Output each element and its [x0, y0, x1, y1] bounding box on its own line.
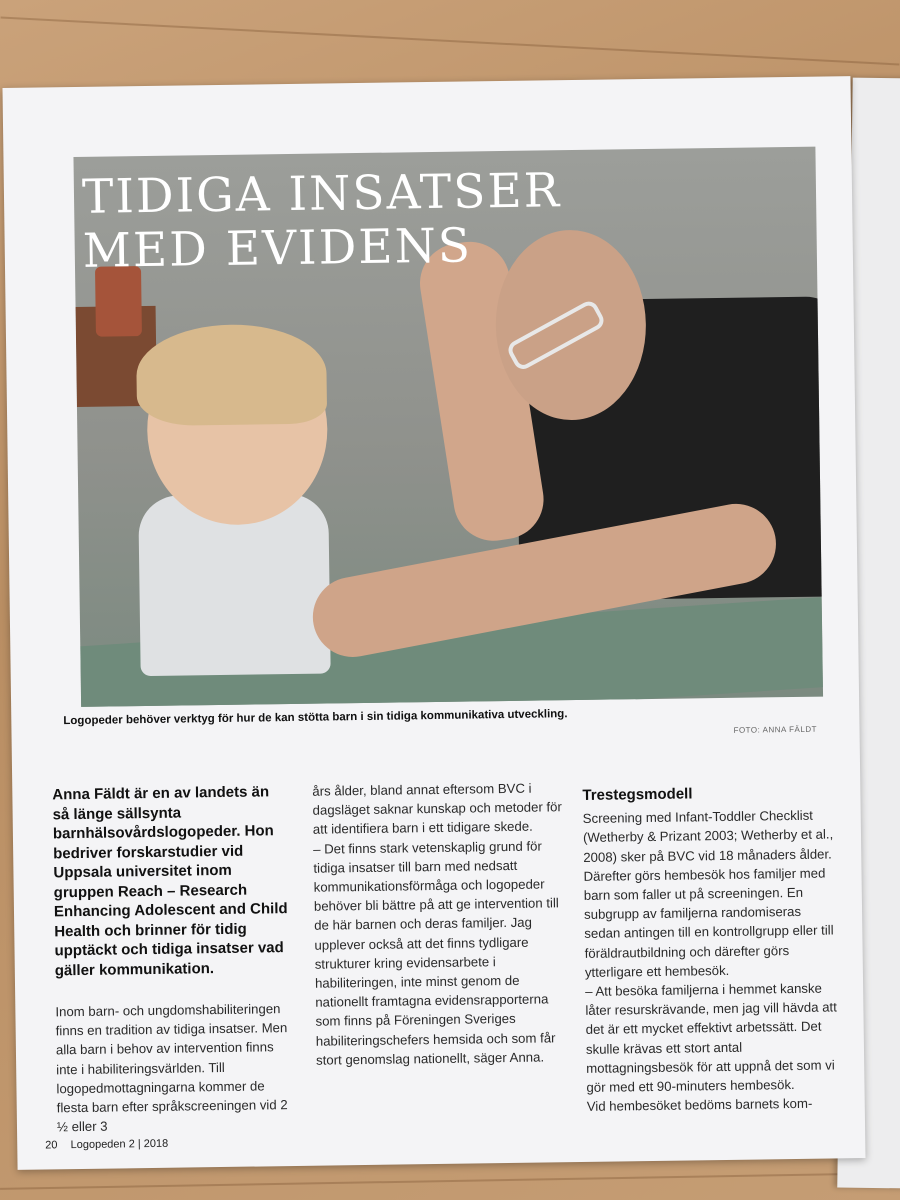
body-paragraph: Screening med Infant-Toddler Checklist (Wetherby & Prizant 2003; Wetherby et al., 2008) sker på BVC vid 18 månaders ålder. Därefter görs hembesök hos familjer med barn som faller ut på screeningen. En subgrupp av familjerna randomiseras sedan antingen till en kontrollgrupp eller till föräldrautbildning och därefter görs ytterligare ett hembesök. [582, 807, 834, 980]
body-paragraph: Inom barn- och ungdomshabiliteringen finns en tradition av tidiga insatser. Men alla barn i behov av intervention finns inte i habiliteringsvärlden. Till logopedmottagningarna kommer de flesta barn efter språkscreeningen vid 2 ½ eller 3 [55, 1001, 288, 1135]
headline-line-2: MED EVIDENS [82, 218, 473, 279]
body-paragraph: – Det finns stark vetenskaplig grund för tidiga insatser till barn med nedsatt kommunikationsförmåga och logopeder behöver bli bättre på att ge intervention till de här barnen och deras familjer. Jag upplever också att det finns tydligare strukturer kring evidensarbete i habiliteringen, inte minst genom de nationellt framtagna evidensrapporterna som finns på Föreningen Sveriges habiliteringschefers hemsida och som får stort genomslag nationellt, säger Anna. [313, 838, 559, 1068]
photo-credit: FOTO: ANNA FÄLDT [733, 724, 818, 735]
article-headline [82, 164, 563, 279]
article-lead: Anna Fäldt är en av landets än så länge sällsynta barnhälsovårdslogopeder. Hon bedriver forskarstudier vid Uppsala universitet inom gruppen Reach – Research Enhancing Adolescent and Child Health och brinner för tidig upptäckt och tidiga insatser vad gäller kommunikation. [52, 783, 288, 979]
photo-caption: Logopeder behöver verktyg för hur de kan stötta barn i sin tidiga kommunikativa utveckling. [63, 708, 568, 728]
floor-board-line [0, 1172, 900, 1190]
headline-line-1: TIDIGA INSATSER [81, 163, 562, 225]
section-subhead: Trestegsmodell [582, 785, 693, 804]
page-number: 20 [45, 1139, 58, 1152]
text-column-2 [312, 778, 572, 1070]
magazine-page [2, 76, 865, 1170]
text-column-1 [52, 782, 293, 1137]
floor-board-line [1, 16, 900, 65]
body-paragraph: Vid hembesöket bedöms barnets kom- [586, 1096, 813, 1115]
magazine-issue: Logopeden 2 | 2018 [70, 1137, 169, 1152]
page-footer [45, 1138, 178, 1152]
body-paragraph: års ålder, bland annat eftersom BVC i dagsläget saknar kunskap och metoder för att identifiera barn i ett tidigare skede. [312, 780, 562, 838]
body-paragraph: – Att besöka familjerna i hemmet kanske låter resurskrävande, men jag vill hävda att det är ett mycket effektivt arbetssätt. Det skulle krävas ett stort antal mottagningsbesök för att uppnå det som vi gör med ett 90-minuters hembesök. [585, 980, 837, 1095]
text-column-3 [582, 774, 843, 1116]
photo-baby-hair [136, 323, 327, 426]
article-photo [73, 147, 823, 707]
